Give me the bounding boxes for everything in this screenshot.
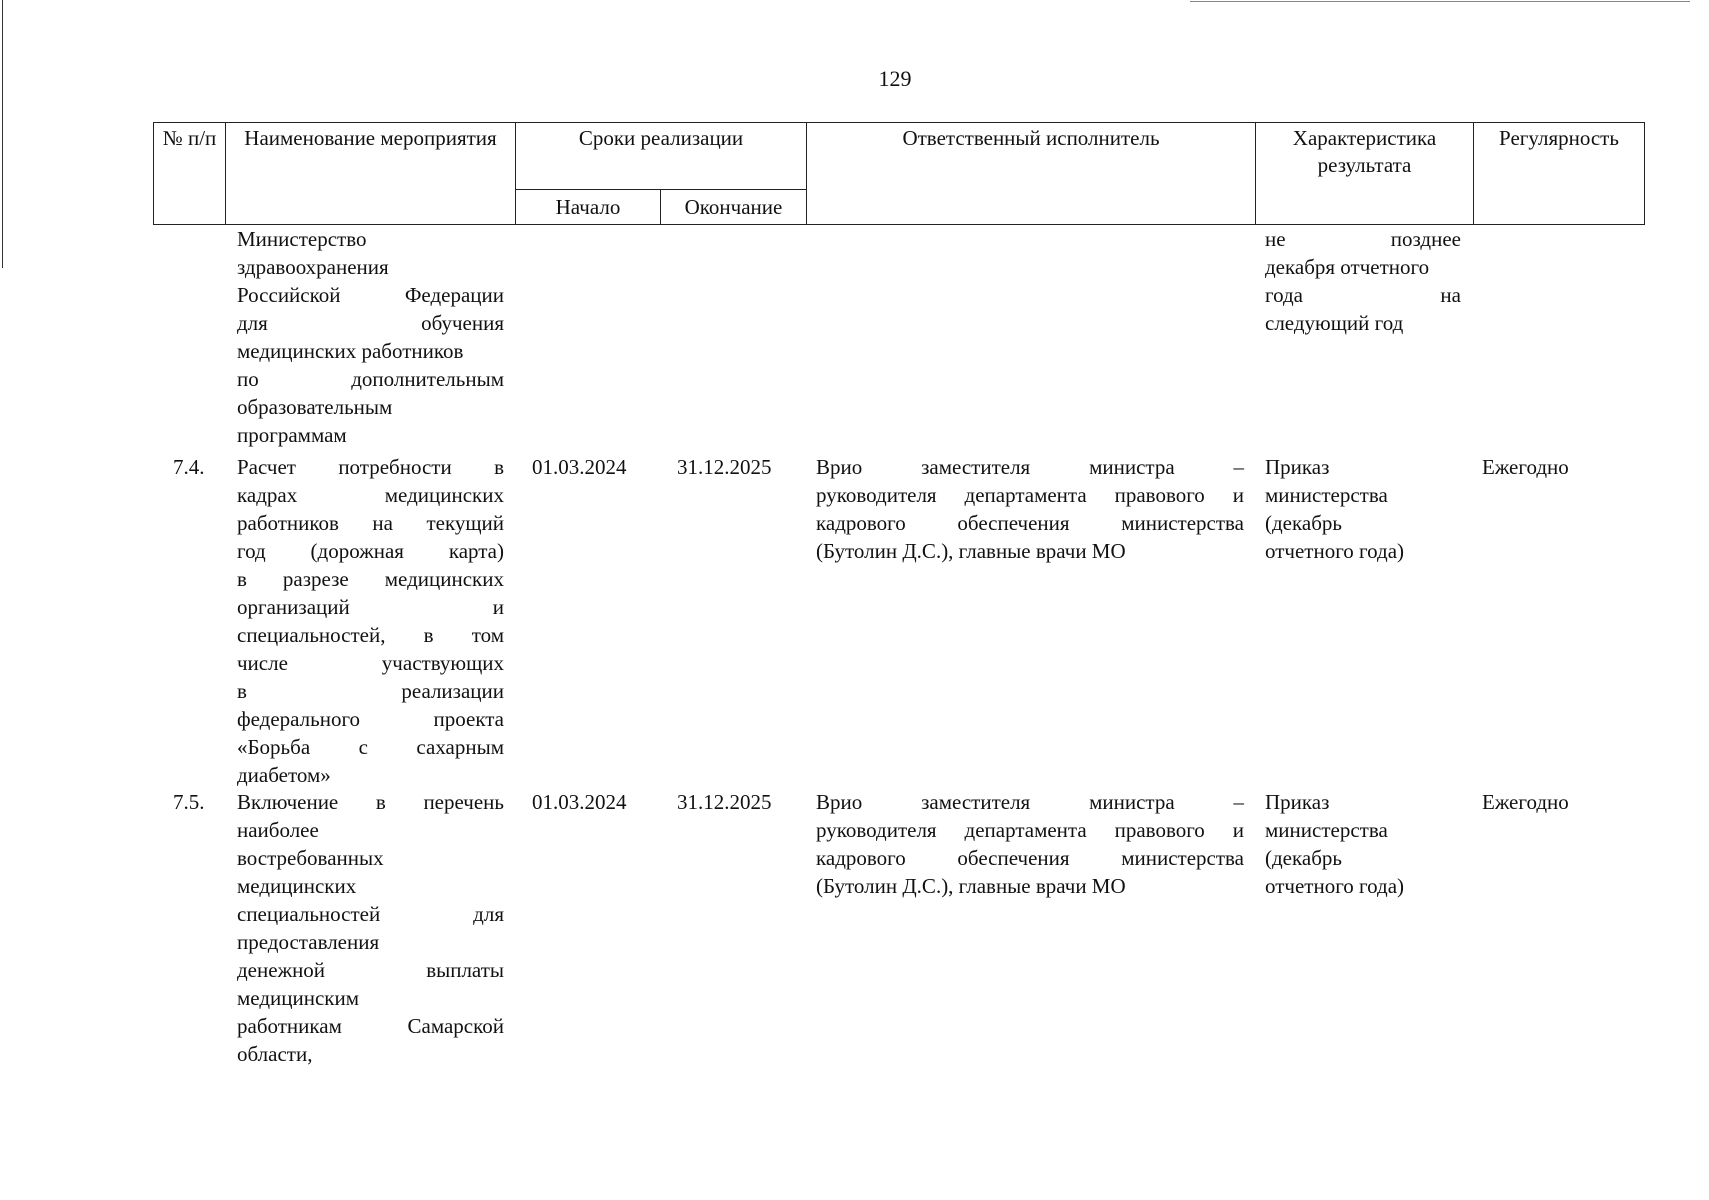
col-header-num: № п/п [154, 123, 226, 225]
row-start-date: 01.03.2024 [532, 455, 627, 479]
row-regularity: Ежегодно [1482, 790, 1569, 814]
col-header-executor: Ответственный исполнитель [807, 123, 1256, 225]
row-end-date: 31.12.2025 [677, 790, 772, 814]
row-num: 7.4. [173, 455, 205, 479]
col-header-name: Наименование мероприятия [226, 123, 516, 225]
row-result: Приказ министерства (декабрь отчетного года) [1265, 790, 1405, 898]
row-executor: Врио заместителя министра – руководителя департамента правового и кадрового обеспечения министерства (Бутолин Д.С.), главные врачи МО [816, 455, 1244, 563]
row-end-date: 31.12.2025 [677, 455, 772, 479]
scan-left-edge [2, 0, 3, 268]
continuation-result: не позднее декабря отчетного года на следующий год [1265, 227, 1461, 335]
col-header-regularity: Регулярность [1474, 123, 1645, 225]
row-regularity: Ежегодно [1482, 455, 1569, 479]
col-header-start: Начало [516, 190, 661, 225]
row-executor: Врио заместителя министра – руководителя департамента правового и кадрового обеспечения министерства (Бутолин Д.С.), главные врачи МО [816, 790, 1244, 898]
continuation-name: Министерство здравоохранения Российской Федерации для обучения медицинских работников по дополнительным образовательным программам [237, 227, 504, 447]
page-number: 129 [878, 66, 912, 91]
col-header-dates: Сроки реализации [516, 123, 807, 190]
row-name: Включение в перечень наиболее востребованных медицинских специальностей для предоставления денежной выплаты медицинским работникам Самарской области, [237, 790, 504, 1066]
scan-top-edge [1190, 1, 1690, 2]
row-start-date: 01.03.2024 [532, 790, 627, 814]
row-name: Расчет потребности в кадрах медицинских работников на текущий год (дорожная карта) в разрезе медицинских организаций и специальностей, в том числе участвующих в реализации федерального проекта «Борьба с сахарным диабетом» [237, 455, 504, 787]
col-header-result: Характеристика результата [1256, 123, 1474, 225]
row-num: 7.5. [173, 790, 205, 814]
row-result: Приказ министерства (декабрь отчетного года) [1265, 455, 1405, 563]
col-header-end: Окончание [661, 190, 807, 225]
table-header [153, 122, 1645, 225]
